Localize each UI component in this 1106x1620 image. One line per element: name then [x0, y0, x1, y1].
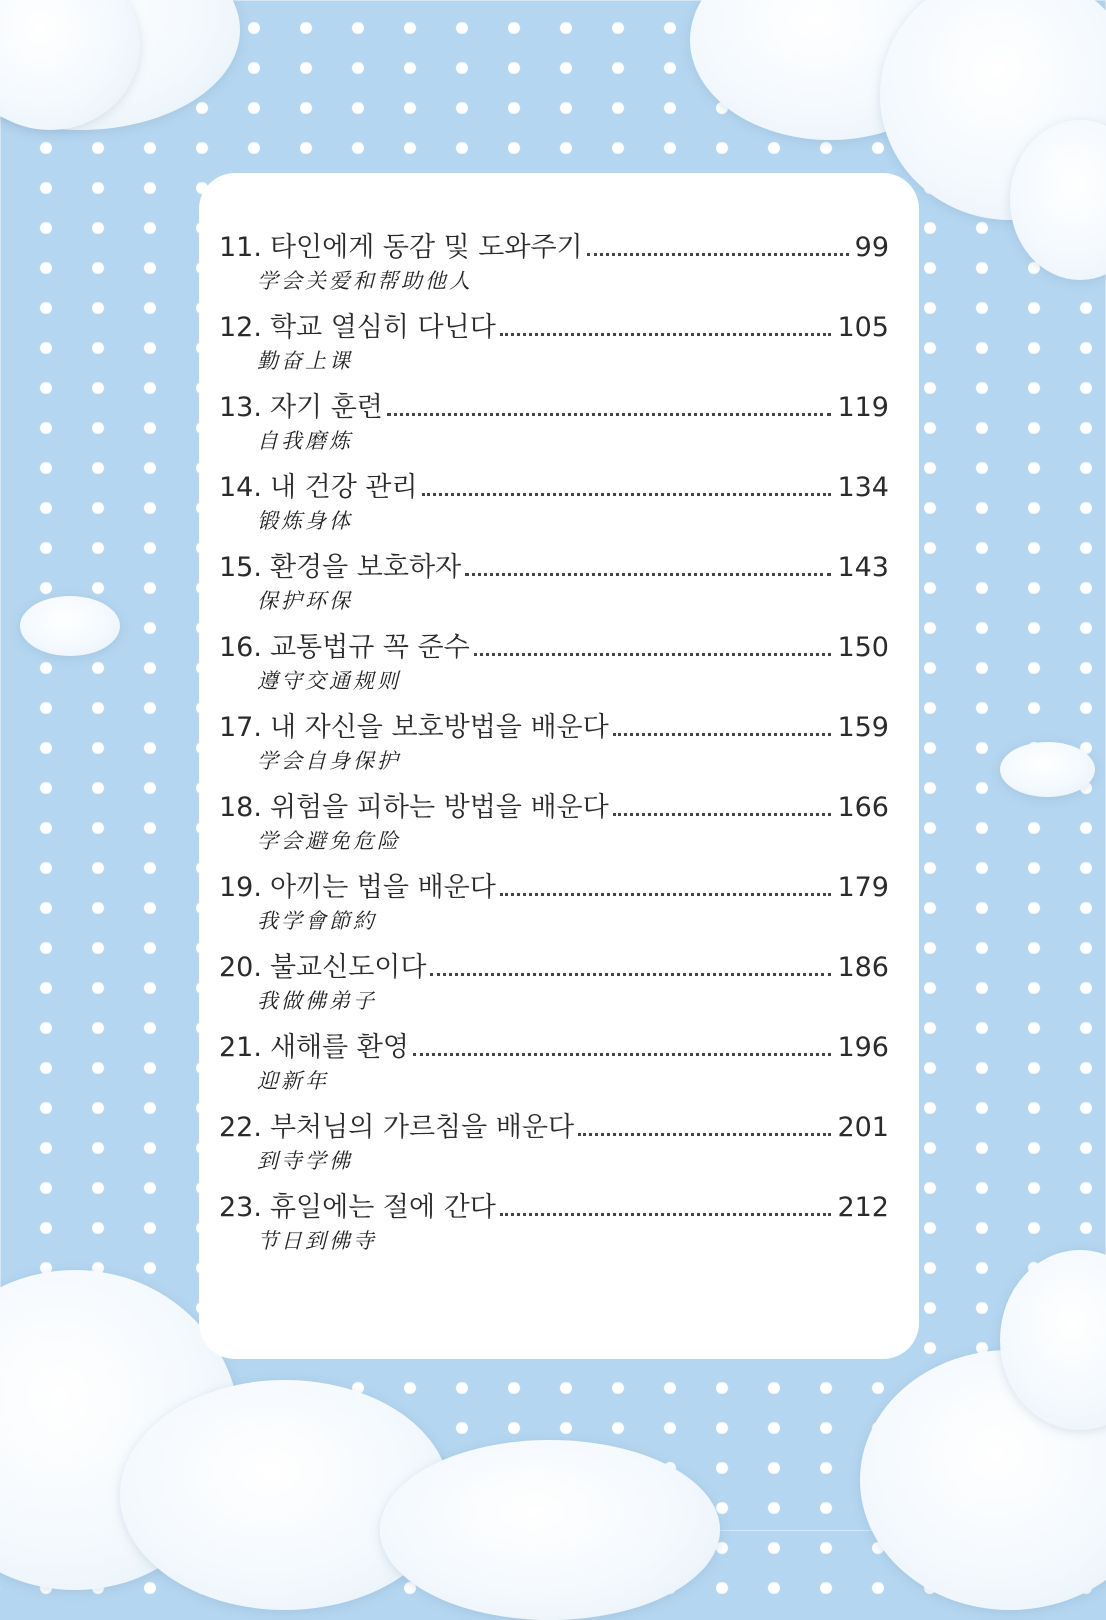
toc-entry-number: 14. — [219, 472, 262, 503]
toc-entry-line — [219, 1111, 889, 1145]
toc-entry[interactable] — [219, 951, 889, 1015]
toc-entry-title: 불교신도이다 — [269, 952, 427, 983]
toc-entry-title: 학교 열심히 다닌다 — [269, 312, 496, 343]
toc-entry-page: 201 — [837, 1112, 889, 1143]
toc-entry-line — [219, 551, 889, 585]
toc-entry-number: 17. — [219, 712, 262, 743]
toc-entry-title: 위험을 피하는 방법을 배운다 — [269, 792, 609, 823]
toc-entry-subtitle: 到寺学佛 — [257, 1149, 353, 1173]
toc-entry-line — [219, 631, 889, 665]
toc-entry[interactable] — [219, 551, 889, 615]
toc-leader-dots — [387, 413, 832, 416]
toc-entry-title: 새해를 환영 — [269, 1032, 409, 1063]
toc-entry[interactable] — [219, 791, 889, 855]
toc-leader-dots — [430, 973, 831, 976]
toc-entry[interactable] — [219, 871, 889, 935]
toc-entry[interactable] — [219, 1191, 889, 1255]
toc-entry-number: 12. — [219, 312, 262, 343]
toc-entry-number: 21. — [219, 1032, 262, 1063]
toc-entry-line — [219, 711, 889, 745]
toc-entry-subtitle: 保护环保 — [257, 589, 353, 613]
toc-leader-dots — [587, 253, 849, 256]
toc-entry-line — [219, 871, 889, 905]
toc-entry-title: 교통법규 꼭 준수 — [269, 632, 470, 663]
toc-leader-dots — [613, 813, 832, 816]
toc-entry-subtitle: 锻炼身体 — [257, 509, 353, 533]
toc-entry[interactable] — [219, 311, 889, 375]
toc-entry[interactable] — [219, 231, 889, 295]
toc-entry-page: 159 — [837, 712, 889, 743]
cloud-right-small — [1000, 742, 1095, 797]
toc-entry-number: 11. — [219, 232, 262, 263]
cloud-left-small — [20, 596, 120, 656]
toc-leader-dots — [500, 333, 832, 336]
toc-leader-dots — [465, 573, 831, 576]
toc-entry-subtitle: 我做佛弟子 — [257, 989, 377, 1013]
toc-entry-subtitle: 我学會節約 — [257, 909, 377, 933]
toc-entry[interactable] — [219, 391, 889, 455]
toc-entry-line — [219, 471, 889, 505]
toc-entry[interactable] — [219, 471, 889, 535]
toc-entry-title: 휴일에는 절에 간다 — [269, 1192, 496, 1223]
toc-entry-title: 내 건강 관리 — [269, 472, 418, 503]
toc-entry-title: 자기 훈련 — [269, 392, 383, 423]
toc-card — [199, 173, 919, 1359]
toc-entry-subtitle: 迎新年 — [257, 1069, 329, 1093]
toc-entry-page: 134 — [837, 472, 889, 503]
toc-entry-title: 내 자신을 보호방법을 배운다 — [269, 712, 609, 743]
toc-entry-page: 179 — [837, 872, 889, 903]
toc-entry-number: 18. — [219, 792, 262, 823]
toc-entry-title: 부처님의 가르침을 배운다 — [269, 1112, 575, 1143]
toc-leader-dots — [500, 893, 832, 896]
cloud-bottom-mid — [380, 1440, 720, 1620]
toc-leader-dots — [422, 493, 832, 496]
toc-entry-page: 99 — [854, 232, 889, 263]
toc-leader-dots — [613, 733, 832, 736]
toc-entry-subtitle: 遵守交通规则 — [257, 669, 401, 693]
toc-entry-page: 186 — [837, 952, 889, 983]
toc-entry-line — [219, 1191, 889, 1225]
toc-entry-line — [219, 391, 889, 425]
toc-entry-number: 19. — [219, 872, 262, 903]
toc-leader-dots — [474, 653, 832, 656]
toc-entry-title: 아끼는 법을 배운다 — [269, 872, 496, 903]
toc-entry-subtitle: 勤奋上课 — [257, 349, 353, 373]
toc-entry-subtitle: 节日到佛寺 — [257, 1229, 377, 1253]
toc-entry-line — [219, 311, 889, 345]
toc-entry-page: 119 — [837, 392, 889, 423]
toc-entry-number: 23. — [219, 1192, 262, 1223]
toc-entry-subtitle: 学会避免危险 — [257, 829, 401, 853]
toc-entry[interactable] — [219, 711, 889, 775]
toc-entry-title: 환경을 보호하자 — [269, 552, 462, 583]
toc-entry-number: 16. — [219, 632, 262, 663]
toc-entry-line — [219, 1031, 889, 1065]
toc-entry-number: 20. — [219, 952, 262, 983]
toc-leader-dots — [578, 1133, 831, 1136]
toc-entry[interactable] — [219, 1031, 889, 1095]
toc-entry-line — [219, 951, 889, 985]
toc-entry-page: 143 — [837, 552, 889, 583]
toc-entry-page: 196 — [837, 1032, 889, 1063]
toc-entry-title: 타인에게 동감 및 도와주기 — [269, 232, 583, 263]
toc-entry-number: 13. — [219, 392, 262, 423]
toc-entry[interactable] — [219, 631, 889, 695]
toc-entry[interactable] — [219, 1111, 889, 1175]
toc-entry-line — [219, 231, 889, 265]
toc-entry-subtitle: 学会自身保护 — [257, 749, 401, 773]
toc-leader-dots — [500, 1213, 832, 1216]
toc-entry-page: 150 — [837, 632, 889, 663]
toc-entry-line — [219, 791, 889, 825]
toc-entry-subtitle: 学会关爱和帮助他人 — [257, 269, 473, 293]
toc-entry-number: 15. — [219, 552, 262, 583]
toc-entry-page: 166 — [837, 792, 889, 823]
toc-entry-number: 22. — [219, 1112, 262, 1143]
toc-entry-subtitle: 自我磨炼 — [257, 429, 353, 453]
toc-entry-page: 212 — [837, 1192, 889, 1223]
toc-entry-page: 105 — [837, 312, 889, 343]
toc-leader-dots — [413, 1053, 832, 1056]
